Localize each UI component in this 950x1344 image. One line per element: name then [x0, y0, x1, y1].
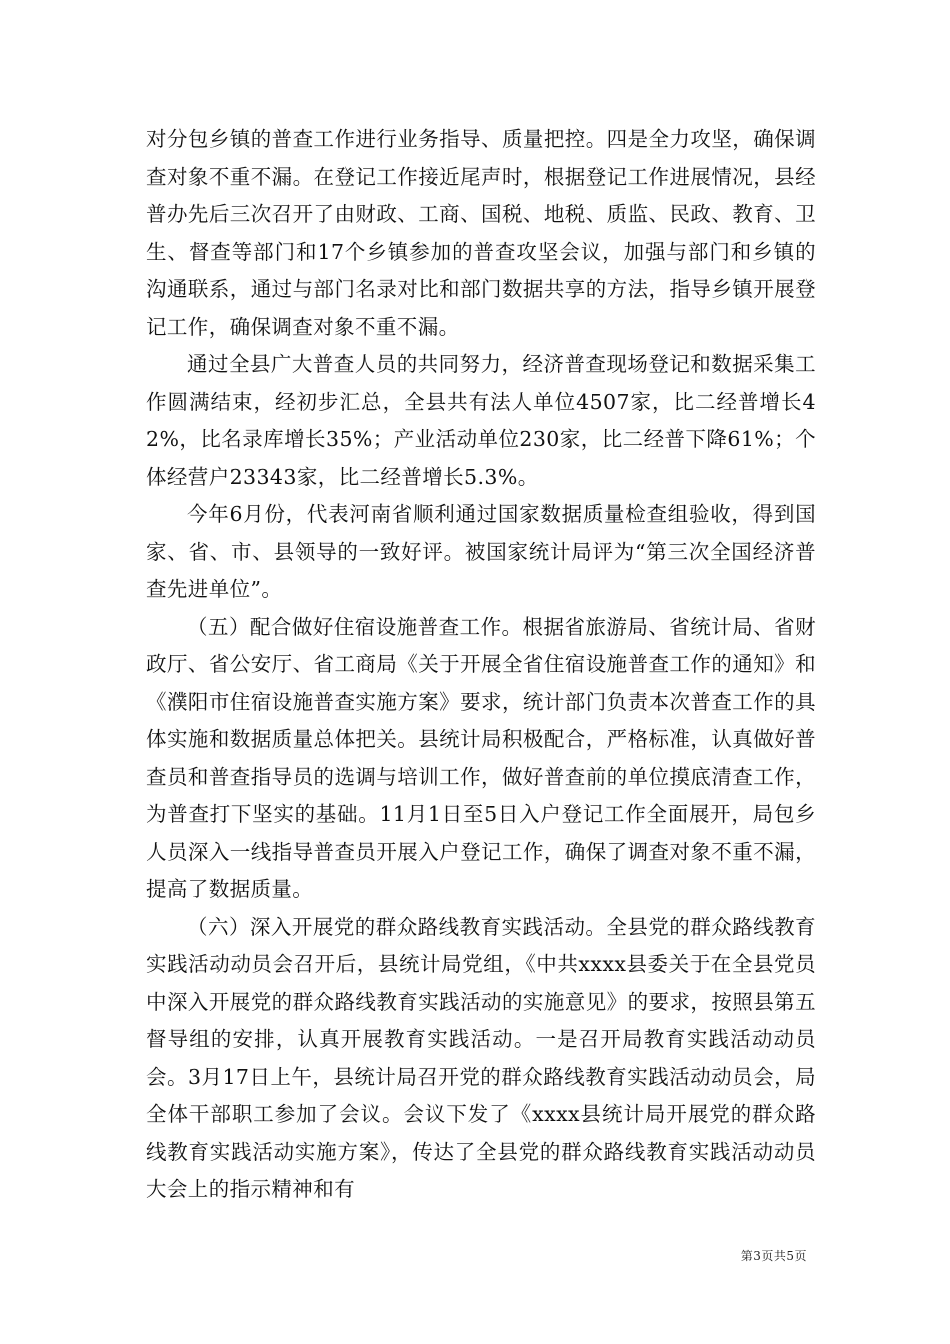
paragraph-section-six: （六）深入开展党的群众路线教育实践活动。全县党的群众路线教育实践活动动员会召开后，县统计局党组，《中共xxxx县委关于在全县党员中深入开展党的群众路线教育实践活动的实施意见》的要求，按照县第五督导组的安排，认真开展教育实践活动。一是召开局教育实践活动动员会。3月17日上午，县统计局召开党的群众路线教育实践活动动员会，局全体干部职工参加了会议。会议下发了《xxxx县统计局开展党的群众路线教育实践活动实施方案》，传达了全县党的群众路线教育实践活动动员大会上的指示精神和有 [146, 914, 816, 1201]
paragraph-continuation: 对分包乡镇的普查工作进行业务指导、质量把控。四是全力攻坚，确保调查对象不重不漏。在登记工作接近尾声时，根据登记工作进展情况，县经普办先后三次召开了由财政、工商、国税、地税、质监、民政、教育、卫生、督查等部门和17个乡镇参加的普查攻坚会议，加强与部门和乡镇的沟通联系，通过与部门名录对比和部门数据共享的方法，指导乡镇开展登记工作，确保调查对象不重不漏。 [146, 127, 816, 339]
paragraph-section-five: （五）配合做好住宿设施普查工作。根据省旅游局、省统计局、省财政厅、省公安厅、省工商局《关于开展全省住宿设施普查工作的通知》和《濮阳市住宿设施普查实施方案》要求，统计部门负责本次普查工作的具体实施和数据质量总体把关。县统计局积极配合，严格标准，认真做好普查员和普查指导员的选调与培训工作，做好普查前的单位摸底清查工作，为普查打下坚实的基础。11月1日至5日入户登记工作全面展开，局包乡人员深入一线指导普查员开展入户登记工作，确保了调查对象不重不漏，提高了数据质量。 [146, 614, 816, 901]
paragraph-census-results: 通过全县广大普查人员的共同努力，经济普查现场登记和数据采集工作圆满结束，经初步汇总，全县共有法人单位4507家，比二经普增长42%，比名录库增长35%；产业活动单位230家，比二经普下降61%；个体经营户23343家，比二经普增长5.3%。 [146, 352, 816, 489]
document-body [146, 121, 816, 1209]
paragraph-award: 今年6月份，代表河南省顺利通过国家数据质量检查组验收，得到国家、省、市、县领导的一致好评。被国家统计局评为“第三次全国经济普查先进单位”。 [146, 502, 816, 601]
page-number-footer: 第3页共5页 [740, 1249, 807, 1263]
